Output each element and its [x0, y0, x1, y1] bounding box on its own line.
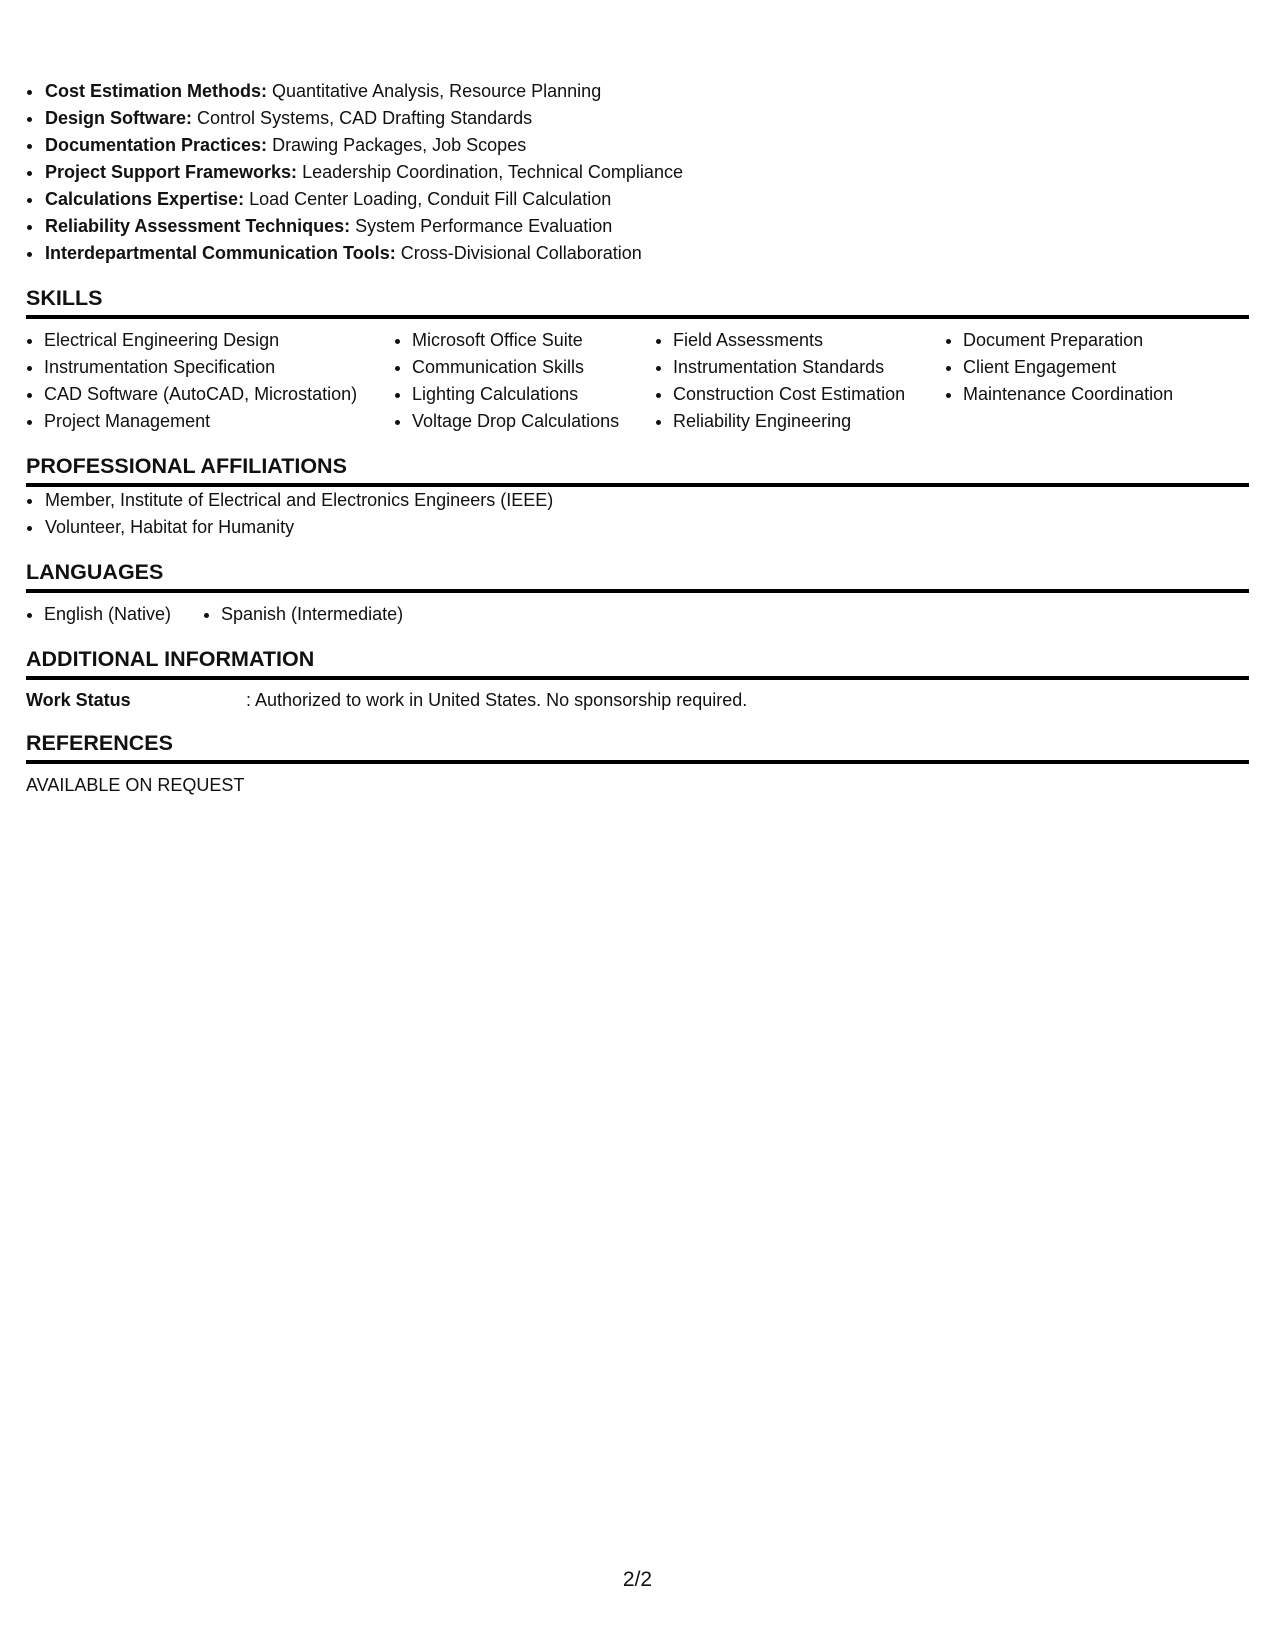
languages-heading: LANGUAGES: [26, 559, 1249, 593]
skills-grid: [26, 327, 1249, 435]
item-value: Load Center Loading, Conduit Fill Calculation: [244, 189, 612, 209]
item-value: System Performance Evaluation: [350, 216, 613, 236]
resume-page: [26, 78, 1249, 797]
skill-item: • Project Management: [44, 408, 394, 435]
additional-information-heading: ADDITIONAL INFORMATION: [26, 646, 1249, 680]
list-item: • Volunteer, Habitat for Humanity: [44, 514, 1249, 541]
skill-item: • Electrical Engineering Design: [44, 327, 394, 354]
skill-item: • Instrumentation Specification: [44, 354, 394, 381]
list-item: [44, 132, 1249, 159]
references-text: AVAILABLE ON REQUEST: [26, 775, 245, 795]
item-value: Cross-Divisional Collaboration: [395, 243, 642, 263]
item-key: Project Support Frameworks:: [45, 162, 298, 182]
languages-list: [26, 601, 1249, 628]
skills-column-3: [655, 327, 945, 435]
skills-column-4: [945, 327, 1223, 435]
language-item: • Spanish (Intermediate): [221, 601, 403, 628]
skill-item: • Client Engagement: [963, 354, 1223, 381]
item-key: Calculations Expertise:: [45, 189, 245, 209]
skill-item: • CAD Software (AutoCAD, Microstation): [44, 381, 394, 408]
item-key: Cost Estimation Methods:: [45, 81, 268, 101]
item-value: Leadership Coordination, Technical Compliance: [297, 162, 683, 182]
skills-column-1: [26, 327, 394, 435]
skills-column-2: [394, 327, 655, 435]
list-item: [44, 159, 1249, 186]
list-item: [44, 105, 1249, 132]
references-heading: REFERENCES: [26, 730, 1249, 764]
technical-proficiencies-list: [26, 78, 1249, 267]
skill-item: • Construction Cost Estimation: [673, 381, 945, 408]
list-item: [44, 186, 1249, 213]
skill-item: • Maintenance Coordination: [963, 381, 1223, 408]
item-value: Quantitative Analysis, Resource Planning: [267, 81, 602, 101]
list-item: [44, 240, 1249, 267]
skill-item: • Communication Skills: [412, 354, 655, 381]
item-key: Documentation Practices:: [45, 135, 268, 155]
item-key: Reliability Assessment Techniques:: [45, 216, 351, 236]
skill-item: • Document Preparation: [963, 327, 1223, 354]
affiliations-list: [26, 487, 1249, 541]
skill-item: • Lighting Calculations: [412, 381, 655, 408]
list-item: • Member, Institute of Electrical and Electronics Engineers (IEEE): [44, 487, 1249, 514]
item-key: Interdepartmental Communication Tools:: [45, 243, 396, 263]
skills-heading: SKILLS: [26, 285, 1249, 319]
item-value: Drawing Packages, Job Scopes: [267, 135, 527, 155]
language-item: • English (Native): [44, 601, 203, 628]
language-column: [203, 601, 403, 628]
skill-item: • Voltage Drop Calculations: [412, 408, 655, 435]
skill-item: • Reliability Engineering: [673, 408, 945, 435]
affiliations-heading: PROFESSIONAL AFFILIATIONS: [26, 453, 1249, 487]
work-status-label: Work Status: [26, 690, 131, 710]
list-item: [44, 213, 1249, 240]
item-key: Design Software:: [45, 108, 193, 128]
work-status-row: [26, 688, 1249, 712]
list-item: [44, 78, 1249, 105]
page-number: 2/2: [622, 1568, 653, 1591]
work-status-value: : Authorized to work in United States. No sponsorship required.: [246, 690, 748, 710]
language-column: [26, 601, 203, 628]
skill-item: • Instrumentation Standards: [673, 354, 945, 381]
item-value: Control Systems, CAD Drafting Standards: [192, 108, 533, 128]
skill-item: • Field Assessments: [673, 327, 945, 354]
skill-item: • Microsoft Office Suite: [412, 327, 655, 354]
